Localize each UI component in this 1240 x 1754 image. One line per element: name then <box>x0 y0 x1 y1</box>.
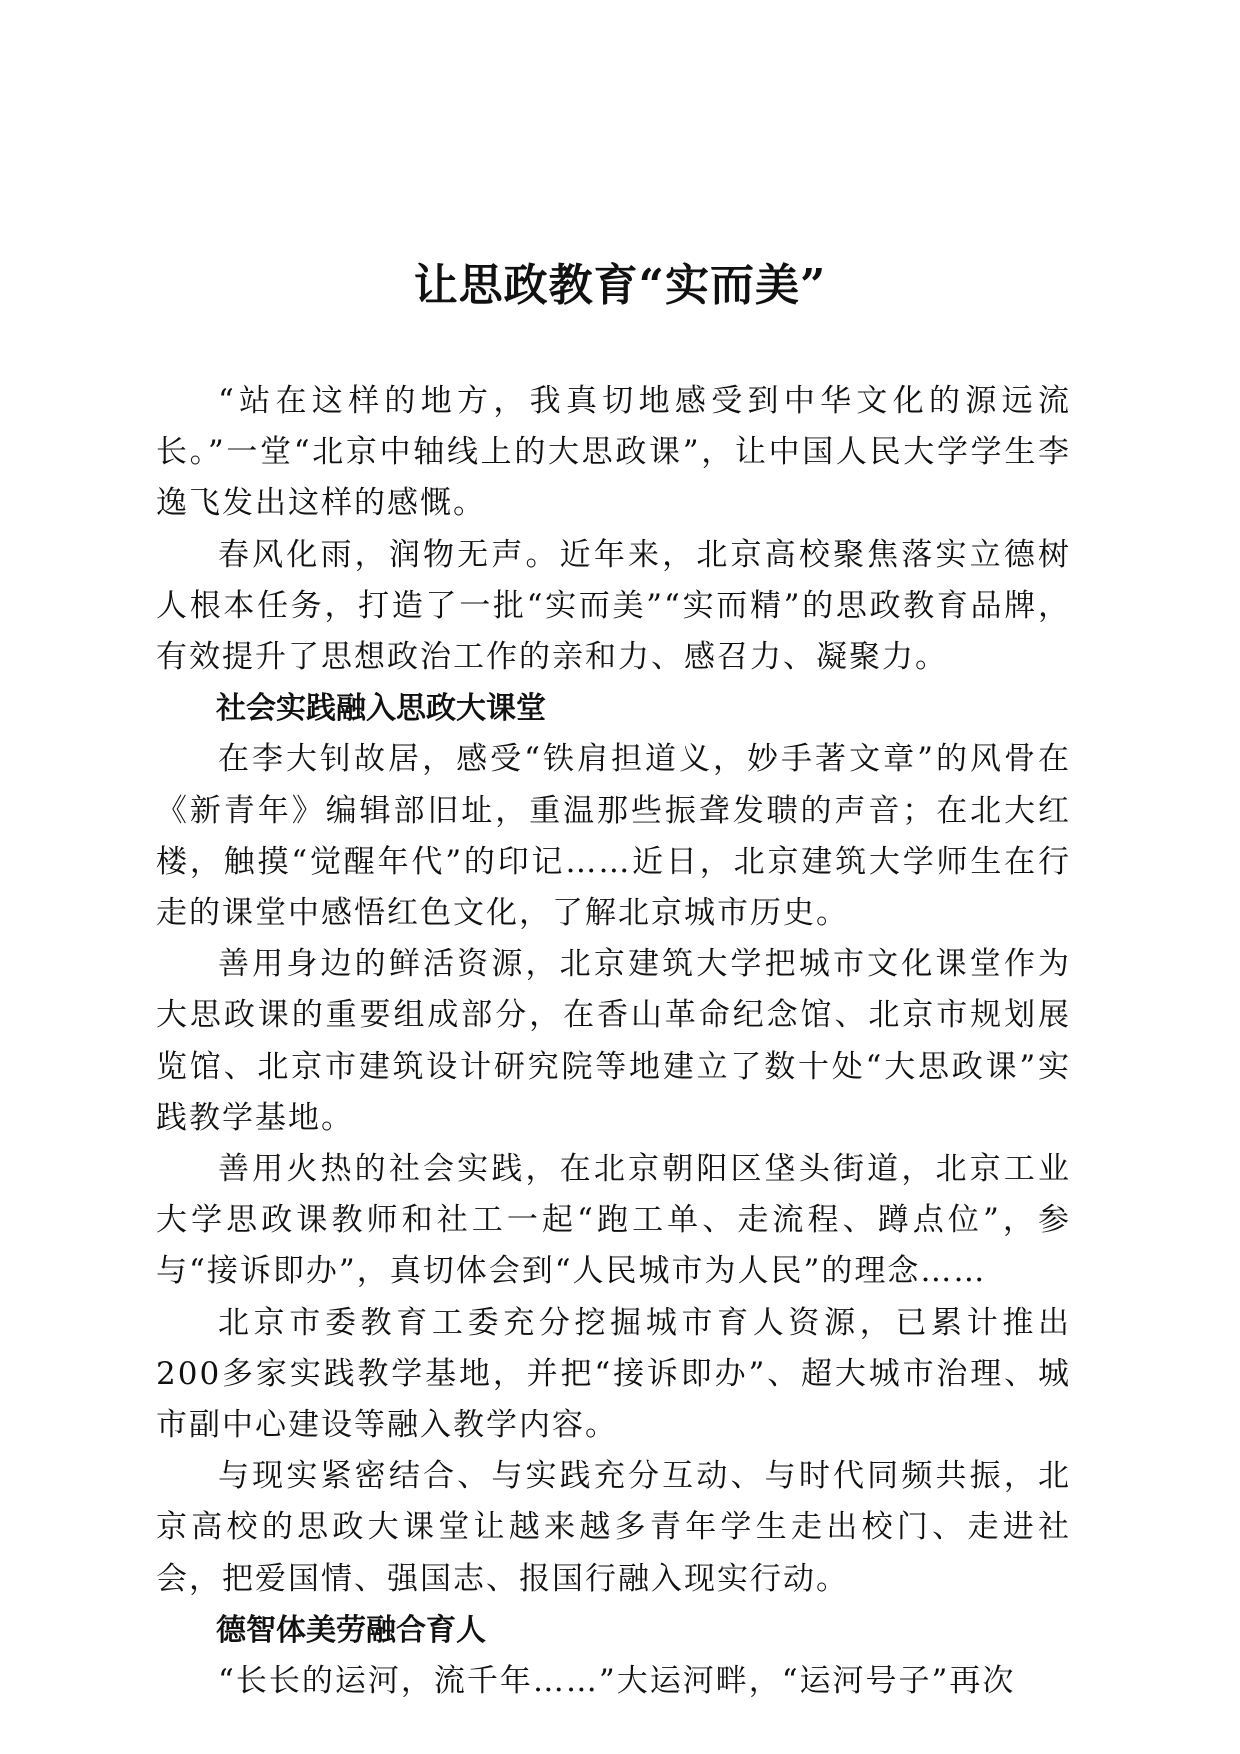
section-heading: 德智体美劳融合育人 <box>216 1612 486 1648</box>
paragraph: 与现实紧密结合、与实践充分互动、与时代同频共振，北京高校的思政大课堂让越来越多青年学生走出校门、走进社会，把爱国情、强国志、报国行融入现实行动。 <box>156 1458 1071 1597</box>
paragraph: 在李大钊故居，感受“铁肩担道义，妙手著文章”的风骨在《新青年》编辑部旧址，重温那些振聋发聩的声音；在北大红楼，触摸“觉醒年代”的印记……近日，北京建筑大学师生在行走的课堂中感悟红色文化，了解北京城市历史。 <box>156 741 1071 932</box>
paragraph: “站在这样的地方，我真切地感受到中华文化的源远流长。”一堂“北京中轴线上的大思政课”，让中国人民大学学生李逸飞发出这样的感慨。 <box>156 383 1071 522</box>
paragraph: 善用身边的鲜活资源，北京建筑大学把城市文化课堂作为大思政课的重要组成部分，在香山革命纪念馆、北京市规划展览馆、北京市建筑设计研究院等地建立了数十处“大思政课”实践教学基地。 <box>156 946 1071 1136</box>
paragraph: “长长的运河，流千年……”大运河畔，“运河号子”再次 <box>218 1663 1016 1700</box>
paragraph: 春风化雨，润物无声。近年来，北京高校聚焦落实立德树人根本任务，打造了一批“实而美”“实而精”的思政教育品牌，有效提升了思想政治工作的亲和力、感召力、凝聚力。 <box>156 536 1071 676</box>
document-body <box>156 376 1071 1707</box>
section-heading: 社会实践融入思政大课堂 <box>216 691 546 727</box>
paragraph: 北京市委教育工委充分挖掘城市育人资源，已累计推出200多家实践教学基地，并把“接诉即办”、超大城市治理、城市副中心建设等融入教学内容。 <box>156 1304 1071 1444</box>
paragraph: 善用火热的社会实践，在北京朝阳区垡头街道，北京工业大学思政课教师和社工一起“跑工单、走流程、蹲点位”，参与“接诉即办”，真切体会到“人民城市为人民”的理念…… <box>156 1151 1071 1290</box>
document-title: 让思政教育“实而美” <box>413 260 827 311</box>
